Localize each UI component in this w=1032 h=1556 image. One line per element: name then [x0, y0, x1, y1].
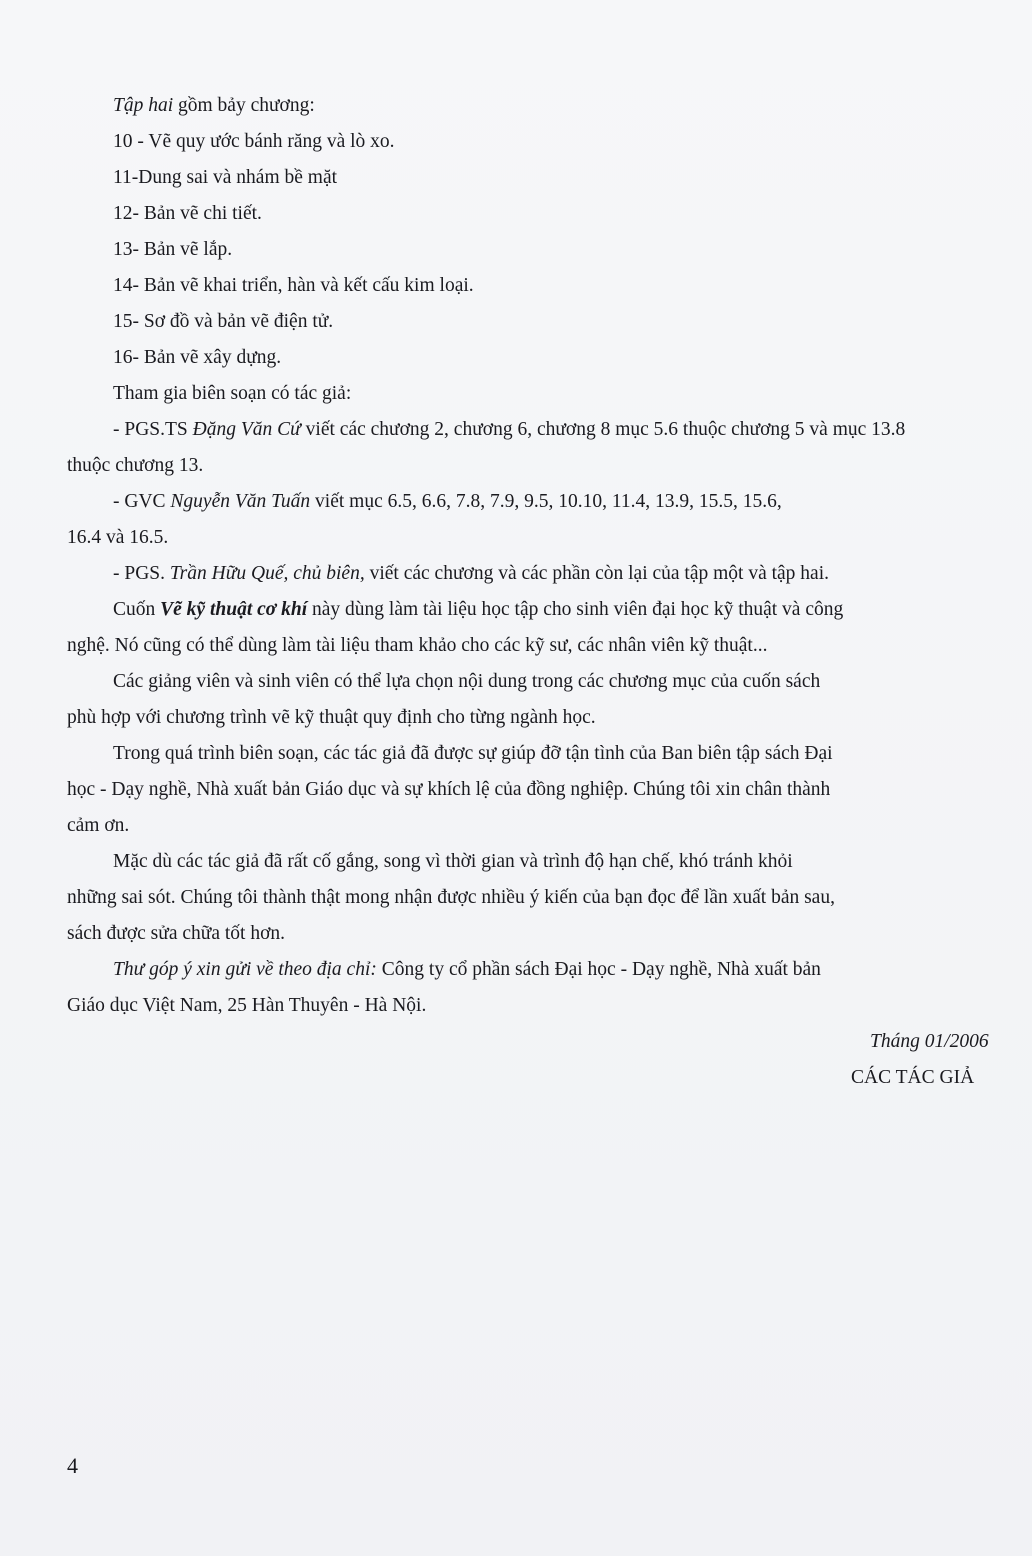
book-para-text: này dùng làm tài liệu học tập cho sinh viên đại học kỹ thuật và công [307, 599, 844, 620]
author-1-line-1 [67, 412, 1029, 448]
chapter-item: 13- Bản vẽ lắp. [113, 239, 233, 260]
author-2-name: Nguyễn Văn Tuấn [170, 491, 311, 512]
thanks-para-line-1: Trong quá trình biên soạn, các tác giả đã được sự giúp đỡ tận tình của Ban biên tập sách Đại [113, 743, 833, 764]
chapter-item: 16- Bản vẽ xây dựng. [113, 347, 282, 368]
chapter-item: 11-Dung sai và nhám bề mặt [113, 167, 338, 188]
page-body [67, 88, 1029, 1096]
date: Tháng 01/2006 [870, 1031, 989, 1052]
address-para-line-1 [67, 952, 1029, 988]
signature-row [67, 1060, 1029, 1096]
book-para-prefix: Cuốn [113, 599, 161, 620]
author-3-line [67, 556, 1029, 592]
author-2-line-2: 16.4 và 16.5. [67, 527, 169, 548]
author-2-text: viết mục 6.5, 6.6, 7.8, 7.9, 9.5, 10.10, 11.4, 13.9, 15.5, 15.6, [310, 491, 782, 512]
part2-intro [67, 88, 1029, 124]
thanks-para-line-3: cảm ơn. [67, 815, 130, 836]
author-3-title: - PGS. [113, 563, 170, 584]
part2-label: Tập hai [113, 95, 174, 116]
author-1-name: Đặng Văn Cứ [192, 419, 301, 440]
author-1-title: - PGS.TS [113, 419, 193, 440]
signature: CÁC TÁC GIẢ [851, 1067, 975, 1088]
errors-para-line-2: những sai sót. Chúng tôi thành thật mong nhận được nhiều ý kiến của bạn đọc để lần xuất bản sau, [67, 887, 835, 908]
address-label: Thư góp ý xin gửi về theo địa chỉ: [113, 959, 377, 980]
author-1-text: viết các chương 2, chương 6, chương 8 mục 5.6 thuộc chương 5 và mục 13.8 [300, 419, 906, 440]
choose-para-line-1: Các giảng viên và sinh viên có thể lựa chọn nội dung trong các chương mục của cuốn sách [113, 671, 821, 692]
author-1-line-2: thuộc chương 13. [67, 455, 204, 476]
book-title: Vẽ kỹ thuật cơ khí [160, 599, 308, 620]
author-3-text: viết các chương và các phần còn lại của tập một và tập hai. [364, 563, 830, 584]
choose-para-line-2: phù hợp với chương trình vẽ kỹ thuật quy định cho từng ngành học. [67, 707, 596, 728]
author-3-name: Trần Hữu Quế, chủ biên, [169, 563, 365, 584]
errors-para-line-1: Mặc dù các tác giả đã rất cố gắng, song vì thời gian và trình độ hạn chế, khó tránh khỏi [113, 851, 793, 872]
page-number: 4 [67, 1453, 78, 1478]
author-2-title: - GVC [113, 491, 171, 512]
chapter-item: 10 - Vẽ quy ước bánh răng và lò xo. [113, 131, 395, 152]
chapter-item: 15- Sơ đồ và bản vẽ điện tử. [113, 311, 334, 332]
authors-intro: Tham gia biên soạn có tác giả: [113, 383, 352, 404]
author-2-line-1 [67, 484, 1029, 520]
part2-intro-text: gồm bảy chương: [173, 95, 315, 116]
chapter-item: 14- Bản vẽ khai triển, hàn và kết cấu kim loại. [113, 275, 474, 296]
address-para-line-2: Giáo dục Việt Nam, 25 Hàn Thuyên - Hà Nội. [67, 995, 427, 1016]
thanks-para-line-2: học - Dạy nghề, Nhà xuất bản Giáo dục và sự khích lệ của đồng nghiệp. Chúng tôi xin chân thành [67, 779, 831, 800]
address-text: Công ty cổ phần sách Đại học - Dạy nghề, Nhà xuất bản [376, 959, 821, 980]
date-row [67, 1024, 1029, 1060]
errors-para-line-3: sách được sửa chữa tốt hơn. [67, 923, 286, 944]
book-para-line-1 [67, 592, 1029, 628]
chapter-item: 12- Bản vẽ chi tiết. [113, 203, 262, 224]
book-para-line-2: nghệ. Nó cũng có thể dùng làm tài liệu tham khảo cho các kỹ sư, các nhân viên kỹ thuật... [67, 635, 768, 656]
